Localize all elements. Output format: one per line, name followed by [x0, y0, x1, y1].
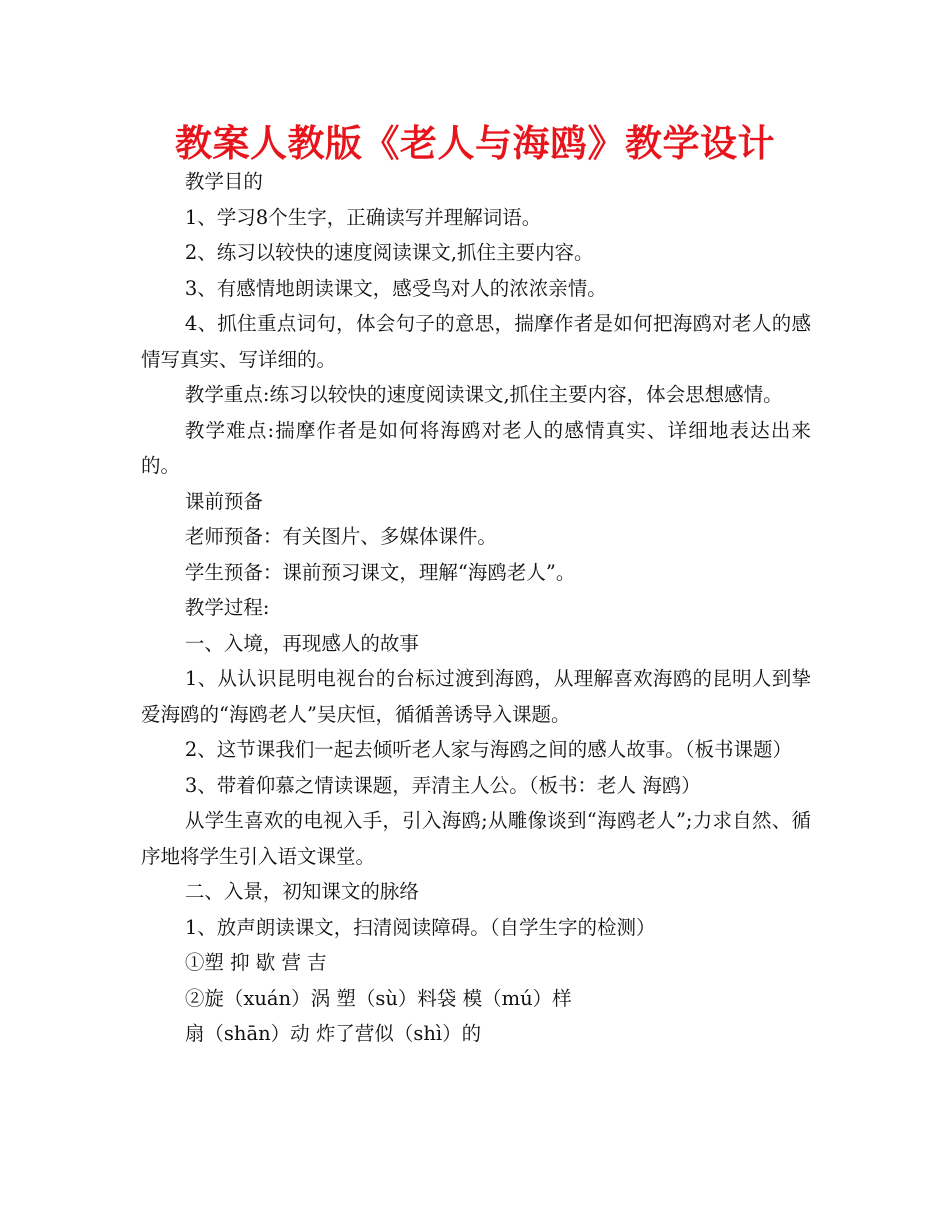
paragraph-section-1-heading: 一、入境，再现感人的故事 [184, 631, 419, 655]
paragraph-pinyin-list-1: ②旋（xuán）涡 塑（sù）料袋 模（mú）样 [184, 986, 572, 1010]
document-title: 教案人教版《老人与海鸥》教学设计 [175, 122, 775, 165]
paragraph-section-1-step-3: 3、带着仰慕之情读课题，弄清主人公。（板书：老人 海鸥） [184, 773, 701, 797]
paragraph-section-1-step-2: 2、这节课我们一起去倾听老人家与海鸥之间的感人故事。（板书课题） [184, 738, 793, 761]
paragraph-objective-4: 4、抓住重点词句，体会句子的意思，揣摩作者是如何把海鸥对老人的感情写真实、写详细的。 [141, 312, 811, 371]
paragraph-teaching-objectives: 教学目的 [184, 170, 263, 193]
paragraph-characters-list: ①塑 抑 歇 营 吉 [184, 951, 327, 974]
paragraph-student-preparation: 学生预备：课前预习课文，理解“海鸥老人”。 [184, 560, 576, 584]
paragraph-section-1-note: 从学生喜欢的电视入手，引入海鸥;从雕像谈到“海鸥老人”;力求自然、循序地将学生引入语文课堂。 [141, 809, 811, 868]
document-body [141, 164, 811, 1052]
paragraph-pinyin-list-2: 扇（shān）动 炸了营似（shì）的 [184, 1022, 482, 1045]
paragraph-teacher-preparation: 老师预备：有关图片、多媒体课件。 [184, 525, 497, 548]
paragraph-section-2-step-1: 1、放声朗读课文，扫清阅读障碍。（自学生字的检测） [184, 915, 656, 939]
paragraph-teaching-process: 教学过程: [184, 596, 270, 619]
paragraph-objective-2: 2、练习以较快的速度阅读课文,抓住主要内容。 [184, 241, 594, 264]
paragraph-objective-1: 1、学习8个生字，正确读写并理解词语。 [184, 205, 542, 229]
paragraph-difficulties: 教学难点:揣摩作者是如何将海鸥对老人的感情真实、详细地表达出来的。 [141, 418, 811, 477]
paragraph-preparation: 课前预备 [184, 489, 263, 513]
paragraph-objective-3: 3、有感情地朗读课文，感受鸟对人的浓浓亲情。 [184, 276, 607, 300]
paragraph-section-2-heading: 二、入景，初知课文的脉络 [184, 880, 419, 903]
paragraph-section-1-step-1: 1、从认识昆明电视台的台标过渡到海鸥，从理解喜欢海鸥的昆明人到挚爱海鸥的“海鸥老人”吴庆恒，循循善诱导入课题。 [141, 667, 811, 726]
paragraph-key-points: 教学重点:练习以较快的速度阅读课文,抓住主要内容，体会思想感情。 [184, 383, 783, 406]
